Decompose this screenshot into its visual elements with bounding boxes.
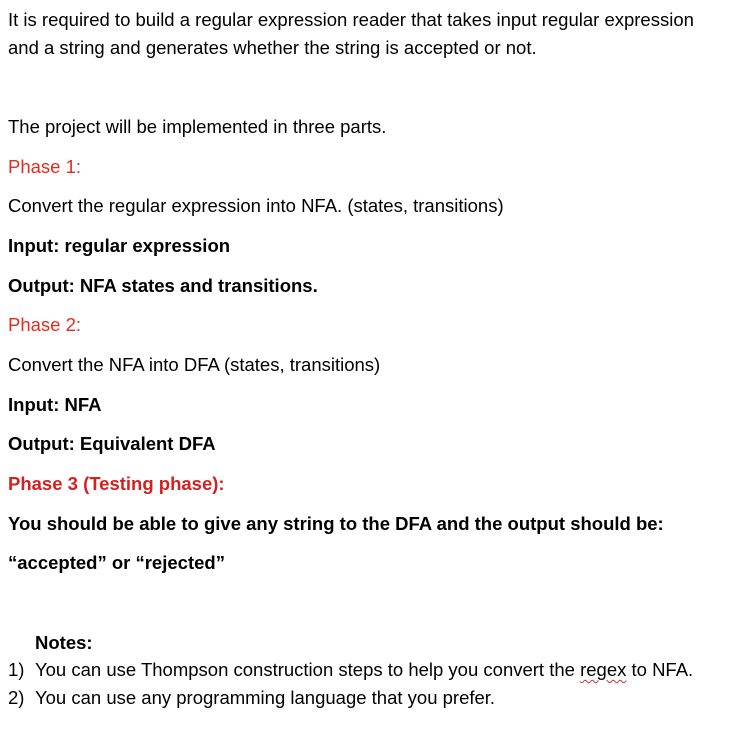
phase2-heading: Phase 2: [8, 314, 82, 335]
spellcheck-flagged-word: regex [580, 659, 627, 680]
phase1-output: Output: NFA states and transitions. [8, 275, 318, 296]
notes-heading: Notes: [35, 632, 93, 653]
phase1-input: Input: regular expression [8, 235, 231, 256]
phase1-description: Convert the regular expression into NFA. (states, transitions) [8, 195, 504, 216]
notes-item-1-text [35, 659, 693, 681]
intro-line-1: It is required to build a regular expression reader that takes input regular expression [8, 9, 694, 30]
phase2-description: Convert the NFA into DFA (states, transitions) [8, 354, 381, 375]
phase2-input: Input: NFA [8, 394, 102, 415]
phase3-heading: Phase 3 (Testing phase): [8, 473, 225, 494]
phase3-results: “accepted” or “rejected” [8, 552, 225, 573]
notes-item-1-number: 1) [8, 659, 25, 680]
phase3-description: You should be able to give any string to the DFA and the output should be: [8, 513, 664, 534]
notes-item-2-number: 2) [8, 687, 25, 708]
notes-item-1-before: You can use Thompson construction steps to help you convert the [35, 659, 581, 680]
notes-item-1-after: to NFA. [626, 659, 694, 680]
intro-line-2: and a string and generates whether the string is accepted or not. [8, 37, 537, 58]
notes-item-2-text: You can use any programming language that you prefer. [35, 687, 496, 708]
phase1-heading: Phase 1: [8, 156, 82, 177]
overview-text: The project will be implemented in three parts. [8, 116, 387, 137]
phase2-output: Output: Equivalent DFA [8, 433, 216, 454]
